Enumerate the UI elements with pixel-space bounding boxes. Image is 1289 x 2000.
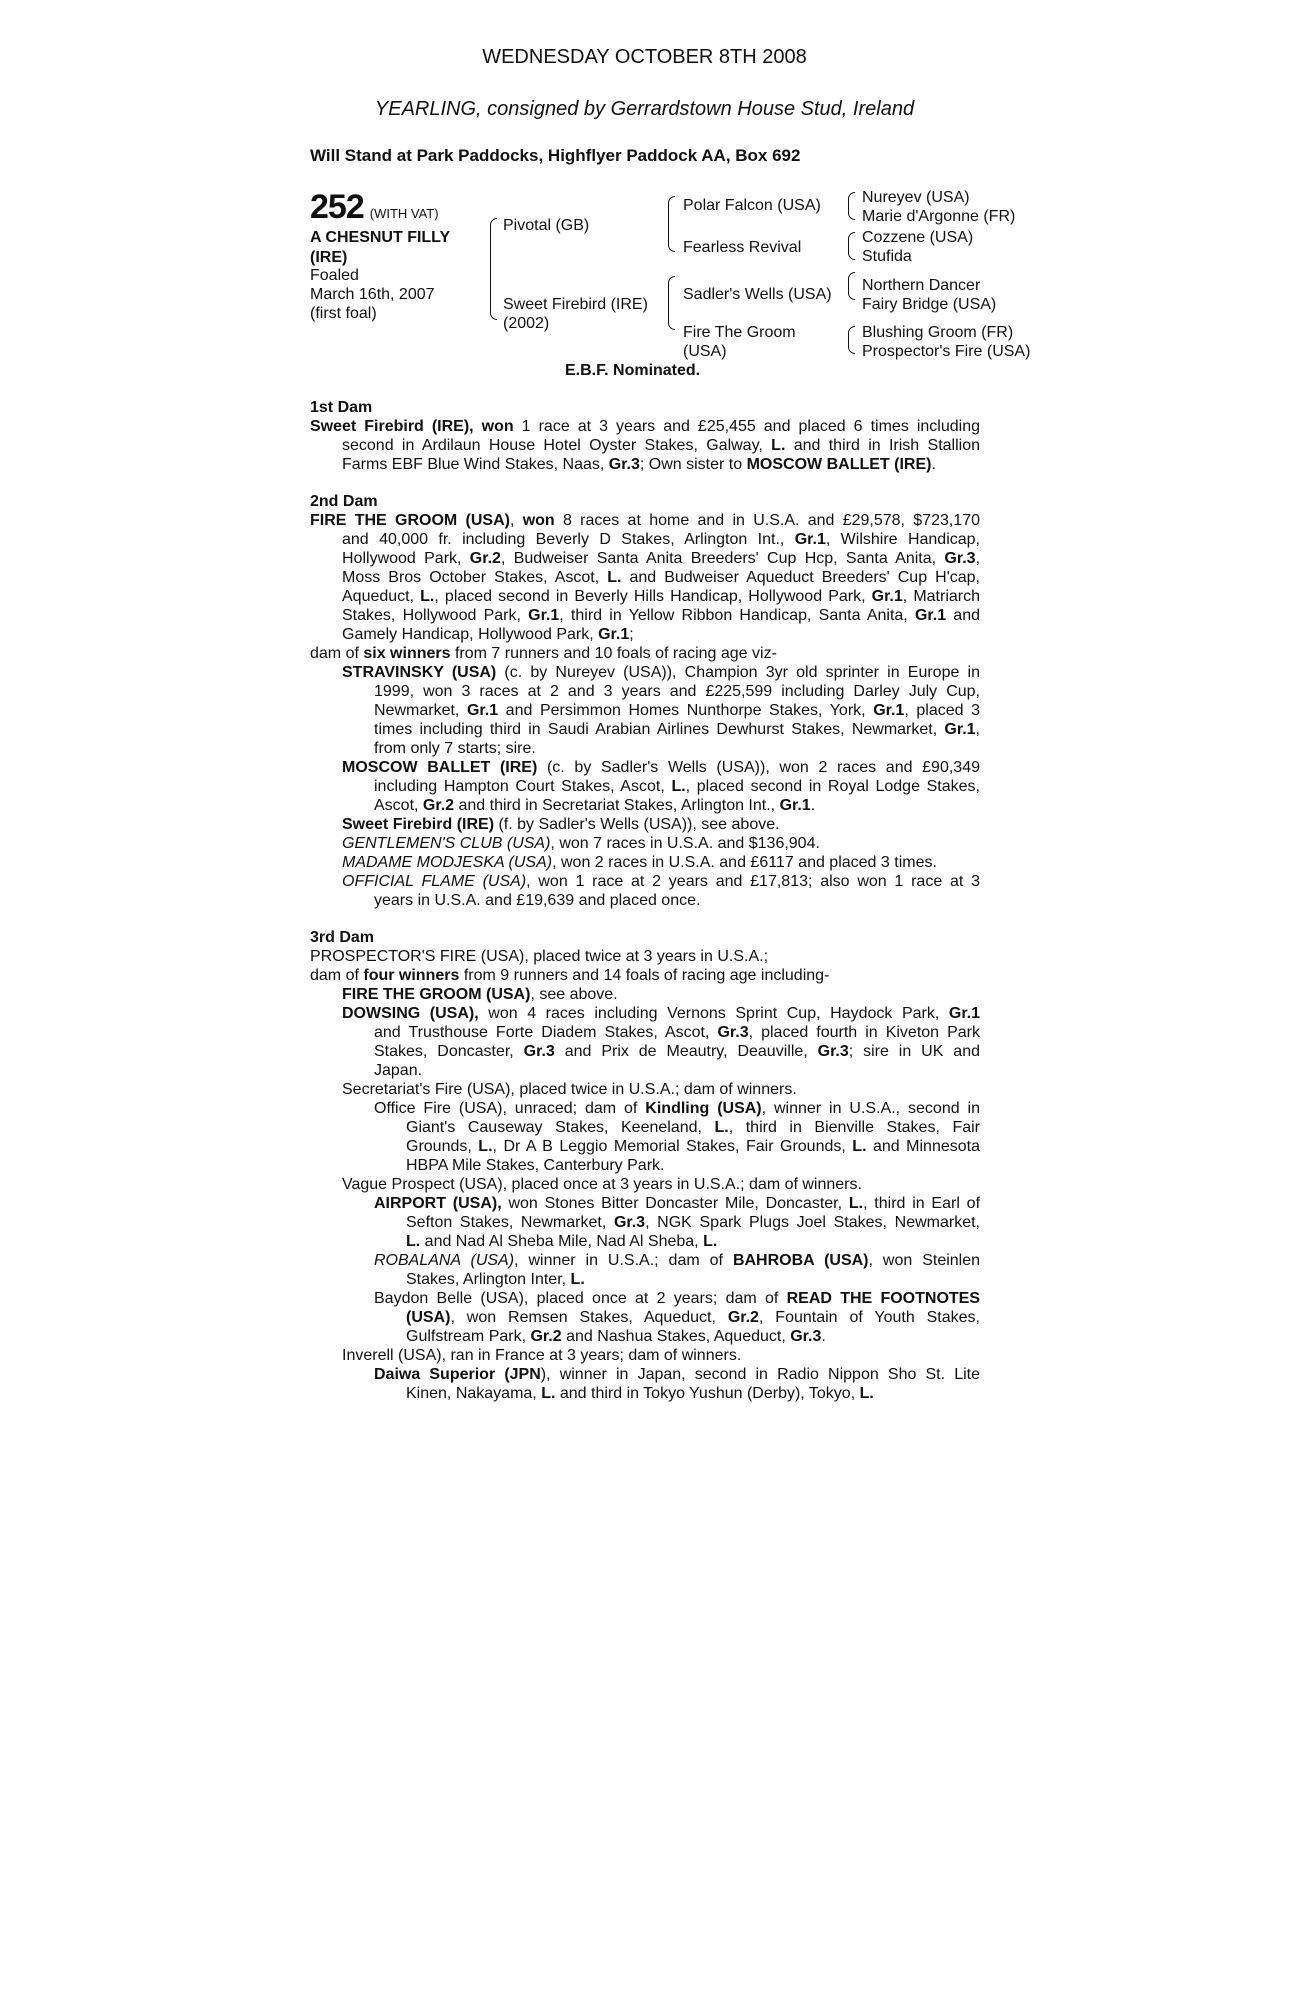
pedigree-sire-dam: Fearless Revival	[683, 239, 802, 256]
third-dam-line: Stakes, Arlington Inter, L.	[406, 1271, 585, 1288]
pedigree-g6: Fairy Bridge (USA)	[862, 296, 997, 313]
third-dam-line: Kinen, Nakayama, L. and third in Tokyo Yushun (Derby), Tokyo, L.	[406, 1385, 874, 1402]
pedigree-sire-sire: Polar Falcon (USA)	[683, 197, 821, 214]
pedigree-g2: Marie d'Argonne (FR)	[862, 208, 1016, 225]
third-dam-line: (USA), won Remsen Stakes, Aqueduct, Gr.2, Fountain of Youth Stakes,	[406, 1309, 980, 1326]
third-dam-line: Office Fire (USA), unraced; dam of Kindling (USA), winner in U.S.A., second in	[374, 1100, 980, 1117]
second-dam-line: Moss Bros October Stakes, Ascot, L. and Budweiser Aqueduct Breeders' Cup H'cap,	[342, 569, 980, 586]
stand-location: Will Stand at Park Paddocks, Highflyer Paddock AA, Box 692	[310, 146, 801, 165]
pedigree-g4: Stufida	[862, 248, 912, 265]
section-heading: 1st Dam	[310, 399, 373, 416]
pedigree-g7: Blushing Groom (FR)	[862, 324, 1014, 341]
first-dam-line	[310, 417, 980, 436]
second-dam-line: dam of six winners from 7 runners and 10 foals of racing age viz-	[310, 645, 777, 662]
third-dam-line: Sefton Stakes, Newmarket, Gr.3, NGK Spark Plugs Joel Stakes, Newmarket,	[406, 1214, 980, 1231]
third-dam-line: ROBALANA (USA), winner in U.S.A.; dam of BAHROBA (USA), won Steinlen	[374, 1252, 981, 1269]
second-dam-line: Hollywood Park, Gr.2, Budweiser Santa Anita Breeders' Cup Hcp, Santa Anita, Gr.3,	[342, 550, 981, 567]
second-dam-line: and 40,000 fr. including Beverly D Stakes, Arlington Int., Gr.1, Wilshire Handicap,	[342, 531, 980, 548]
third-dam-line: AIRPORT (USA), won Stones Bitter Doncaster Mile, Doncaster, L., third in Earl of	[374, 1195, 981, 1212]
second-dam-line: 1999, won 3 races at 2 and 3 years and £225,599 including Darley July Cup,	[374, 683, 980, 700]
sibling-name: MOSCOW BALLET (IRE)	[746, 456, 932, 473]
third-dam-line: PROSPECTOR'S FIRE (USA), placed twice at 3 years in U.S.A.;	[310, 948, 769, 965]
pedigree-dam-year: (2002)	[503, 315, 550, 332]
second-dam-line: from only 7 starts; sire.	[374, 740, 536, 757]
third-dam-line: Stakes, Doncaster, Gr.3 and Prix de Meautry, Deauville, Gr.3; sire in UK and	[374, 1043, 981, 1060]
section-heading: 3rd Dam	[310, 929, 375, 946]
lot-sex: A CHESNUT FILLY	[310, 229, 451, 246]
brace-sire-parents	[668, 196, 675, 252]
pedigree-dam-dam-country: (USA)	[683, 343, 727, 360]
second-dam-line: GENTLEMEN'S CLUB (USA), won 7 races in U.S.A. and $136,904.	[342, 835, 820, 852]
brace-g4	[848, 326, 855, 354]
third-dam-line: dam of four winners from 9 runners and 14 foals of racing age including-	[310, 967, 830, 984]
dam-text: 1 race at 3 years and £25,455 and placed 6 times including	[513, 418, 981, 435]
second-dam-line: years in U.S.A. and £19,639 and placed once.	[374, 892, 701, 909]
third-dam-line: Inverell (USA), ran in France at 3 years; dam of winners.	[342, 1347, 742, 1364]
first-dam-section	[310, 398, 980, 474]
consignor-line: YEARLING, consigned by Gerrardstown House Stud, Ireland	[374, 98, 915, 120]
dam-text: .	[931, 456, 936, 473]
foaled-label: Foaled	[310, 267, 359, 284]
pedigree-dam-dam: Fire The Groom	[683, 324, 796, 341]
third-dam-line: FIRE THE GROOM (USA), see above.	[342, 986, 618, 1003]
second-dam-line: Sweet Firebird (IRE) (f. by Sadler's Wells (USA)), see above.	[342, 816, 780, 833]
pedigree-sire: Pivotal (GB)	[503, 217, 590, 234]
pedigree-dam: Sweet Firebird (IRE)	[503, 296, 648, 313]
third-dam-line: Daiwa Superior (JPN), winner in Japan, second in Radio Nippon Sho St. Lite	[374, 1366, 981, 1383]
third-dam-line: Baydon Belle (USA), placed once at 2 years; dam of READ THE FOOTNOTES	[374, 1290, 981, 1307]
lot-number: 252	[310, 188, 364, 226]
third-dam-line: L. and Nad Al Sheba Mile, Nad Al Sheba, L.	[406, 1233, 718, 1250]
second-dam-line: MOSCOW BALLET (IRE) (c. by Sadler's Wells (USA)), won 2 races and £90,349	[342, 759, 980, 776]
race-grade: Gr.3	[608, 456, 640, 473]
dam-text: second in Ardilaun House Hotel Oyster Stakes, Galway,	[342, 437, 772, 454]
pedigree-dam-sire: Sadler's Wells (USA)	[683, 286, 832, 303]
section-heading: 2nd Dam	[310, 493, 378, 510]
second-dam-line: Stakes, Hollywood Park, Gr.1, third in Yellow Ribbon Handicap, Santa Anita, Gr.1 and	[342, 607, 980, 624]
race-grade: L.	[771, 437, 786, 454]
dam-text: ; Own sister to	[639, 456, 747, 473]
third-dam-line: Gulfstream Park, Gr.2 and Nashua Stakes, Aqueduct, Gr.3.	[406, 1328, 826, 1345]
second-dam-line: Newmarket, Gr.1 and Persimmon Homes Nunthorpe Stakes, York, Gr.1, placed 3	[374, 702, 981, 719]
ebf-nominated: E.B.F. Nominated.	[565, 362, 701, 379]
second-dam-line: Ascot, Gr.2 and third in Secretariat Stakes, Arlington Int., Gr.1.	[374, 797, 816, 814]
brace-g2	[848, 232, 855, 260]
second-dam-line: FIRE THE GROOM (USA), won 8 races at home and in U.S.A. and £29,578, $723,170	[310, 512, 981, 529]
second-dam-line: including Hampton Court Stakes, Ascot, L., placed second in Royal Lodge Stakes,	[374, 778, 980, 795]
first-dam-line	[310, 436, 980, 455]
third-dam-line: Vague Prospect (USA), placed once at 3 years in U.S.A.; dam of winners.	[342, 1176, 862, 1193]
third-dam-line: Giant's Causeway Stakes, Keeneland, L., third in Bienville Stakes, Fair	[406, 1119, 980, 1136]
second-dam-line: OFFICIAL FLAME (USA), won 1 race at 2 years and £17,813; also won 1 race at 3	[342, 873, 980, 890]
dam-name: Sweet Firebird (IRE), won	[310, 418, 514, 435]
pedigree-g3: Cozzene (USA)	[862, 229, 974, 246]
pedigree-g8: Prospector's Fire (USA)	[862, 343, 1031, 360]
foal-note: (first foal)	[310, 305, 377, 322]
brace-g3	[848, 272, 855, 300]
lot-header	[310, 188, 439, 227]
brace-dam-parents	[668, 276, 675, 330]
second-dam-line: MADAME MODJESKA (USA), won 2 races in U.S.A. and £6117 and placed 3 times.	[342, 854, 937, 871]
lot-country: (IRE)	[310, 249, 348, 266]
third-dam-line: HBPA Mile Stakes, Canterbury Park.	[406, 1157, 665, 1174]
foaled-info	[310, 266, 435, 323]
pedigree-g1: Nureyev (USA)	[862, 189, 970, 206]
third-dam-line: Secretariat's Fire (USA), placed twice in U.S.A.; dam of winners.	[342, 1081, 797, 1098]
third-dam-line: Grounds, L., Dr A B Leggio Memorial Stakes, Fair Grounds, L. and Minnesota	[406, 1138, 980, 1155]
foaled-date: March 16th, 2007	[310, 286, 435, 303]
brace-parents	[490, 218, 497, 320]
dam-text: Farms EBF Blue Wind Stakes, Naas,	[342, 456, 609, 473]
second-dam-line: Gamely Handicap, Hollywood Park, Gr.1;	[342, 626, 634, 643]
lot-description	[310, 228, 450, 268]
dam-text: and third in Irish Stallion	[785, 437, 980, 454]
second-dam-line: STRAVINSKY (USA) (c. by Nureyev (USA)), Champion 3yr old sprinter in Europe in	[342, 664, 980, 681]
vat-note: (WITH VAT)	[369, 206, 439, 221]
pedigree-g5: Northern Dancer	[862, 277, 981, 294]
second-dam-line: Aqueduct, L., placed second in Beverly Hills Handicap, Hollywood Park, Gr.1, Matriarch	[342, 588, 981, 605]
sale-date: WEDNESDAY OCTOBER 8TH 2008	[482, 46, 807, 68]
first-dam-line	[310, 455, 980, 474]
brace-g1	[848, 192, 855, 220]
third-dam-section	[310, 928, 980, 1403]
third-dam-line: and Trusthouse Forte Diadem Stakes, Ascot, Gr.3, placed fourth in Kiveton Park	[374, 1024, 981, 1041]
second-dam-line: times including third in Saudi Arabian Airlines Dewhurst Stakes, Newmarket, Gr.1,	[374, 721, 980, 738]
third-dam-line: DOWSING (USA), won 4 races including Vernons Sprint Cup, Haydock Park, Gr.1	[342, 1005, 981, 1022]
second-dam-section	[310, 492, 980, 910]
third-dam-line: Japan.	[374, 1062, 423, 1079]
